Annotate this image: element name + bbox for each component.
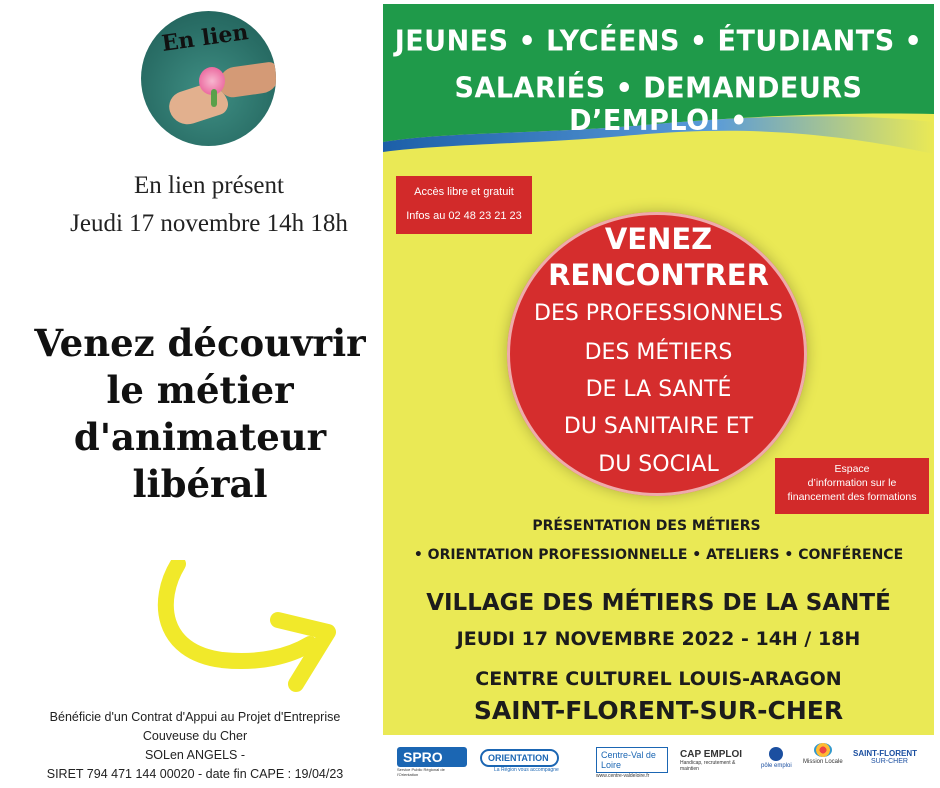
cvl-logo-name: Centre-Val de Loire	[596, 747, 668, 773]
partner-logos-bar	[383, 735, 934, 788]
info-box-access: Accès libre et gratuit	[414, 186, 514, 198]
funding-box-line: d’information sur le	[807, 477, 897, 489]
funding-box	[775, 458, 929, 514]
curved-arrow-icon	[150, 560, 340, 700]
village-title: VILLAGE DES MÉTIERS DE LA SANTÉ	[426, 590, 891, 616]
audience-line-students: JEUNES • LYCÉENS • ÉTUDIANTS •	[394, 25, 923, 58]
saint-florent-sub: SUR-CHER	[871, 758, 908, 765]
audience-line-workers: SALARIÉS • DEMANDEURS D’EMPLOI •	[454, 72, 863, 138]
circle-line: DU SANITAIRE ET	[563, 414, 754, 439]
en-lien-logo	[141, 11, 276, 146]
circle-line: DE LA SANTÉ	[585, 377, 732, 402]
activities-line: • ORIENTATION PROFESSIONNELLE • ATELIERS • CONFÉRENCE	[413, 547, 904, 563]
funding-box-line: financement des formations	[787, 491, 917, 503]
cap-logo-sub: Handicap, recrutement & maintien	[680, 760, 736, 772]
funding-box-line: Espace	[834, 463, 870, 475]
flower-stem	[211, 89, 217, 107]
circle-line: DES MÉTIERS	[584, 340, 733, 365]
saint-florent-name: SAINT-FLORENT	[853, 749, 917, 758]
orientation-logo-name: ORIENTATION	[480, 749, 559, 767]
footer-line-couveuse: Couveuse du Cher	[142, 729, 248, 743]
footer-line-company: SOLen ANGELS -	[144, 748, 246, 762]
cap-emploi-logo	[680, 749, 750, 772]
event-line-presence: En lien présent	[134, 172, 284, 199]
mission-locale-icon	[814, 743, 832, 757]
pole-emploi-logo	[761, 747, 792, 769]
cap-logo-name: CAP EMPLOI	[680, 749, 743, 760]
event-line-date: Jeudi 17 novembre 14h 18h	[70, 210, 348, 237]
venue-name: CENTRE CULTUREL LOUIS-ARAGON	[475, 668, 842, 690]
hand-right-illustration	[217, 61, 276, 99]
info-box-phone: Infos au 02 48 23 21 23	[406, 210, 522, 222]
headline-line: le métier	[106, 368, 294, 412]
spro-logo-sub: Service Public Régional de l'Orientation	[397, 767, 445, 777]
city-name: SAINT-FLORENT-SUR-CHER	[473, 696, 844, 725]
orientation-logo	[480, 749, 559, 773]
footer-line-contract: Bénéficie d'un Contrat d'Appui au Projet d'Entreprise	[49, 710, 341, 724]
pole-emploi-name: pôle emploi	[761, 763, 792, 769]
headline-line: libéral	[132, 462, 268, 506]
spro-logo-name: SPRO	[397, 747, 467, 767]
circle-line: DES PROFESSIONNELS	[534, 301, 783, 326]
mission-locale-name: Mission Locale	[803, 759, 843, 765]
headline	[0, 320, 400, 508]
centre-val-de-loire-logo	[596, 747, 668, 779]
pole-emploi-icon	[769, 747, 783, 761]
logo-text: En lien	[160, 19, 250, 57]
circle-line: VENEZ	[604, 222, 713, 256]
saint-florent-logo	[853, 749, 917, 765]
spro-logo	[397, 747, 467, 777]
orientation-logo-sub: La Région vous accompagne	[494, 767, 559, 773]
event-poster	[383, 4, 934, 788]
circle-line: DU SOCIAL	[598, 452, 719, 477]
event-date: JEUDI 17 NOVEMBRE 2022 - 14H / 18H	[456, 628, 861, 650]
headline-line: Venez découvrir	[34, 321, 366, 365]
circle-line: RENCONTRER	[548, 258, 769, 292]
mission-locale-logo	[803, 743, 843, 765]
headline-line: d'animateur	[73, 415, 327, 459]
footer-line-siret: SIRET 794 471 144 00020 - date fin CAPE : 19/04/23	[46, 767, 344, 781]
cvl-logo-sub: www.centre-valdeloire.fr	[596, 773, 650, 779]
presentation-line: PRÉSENTATION DES MÉTIERS	[532, 518, 761, 534]
